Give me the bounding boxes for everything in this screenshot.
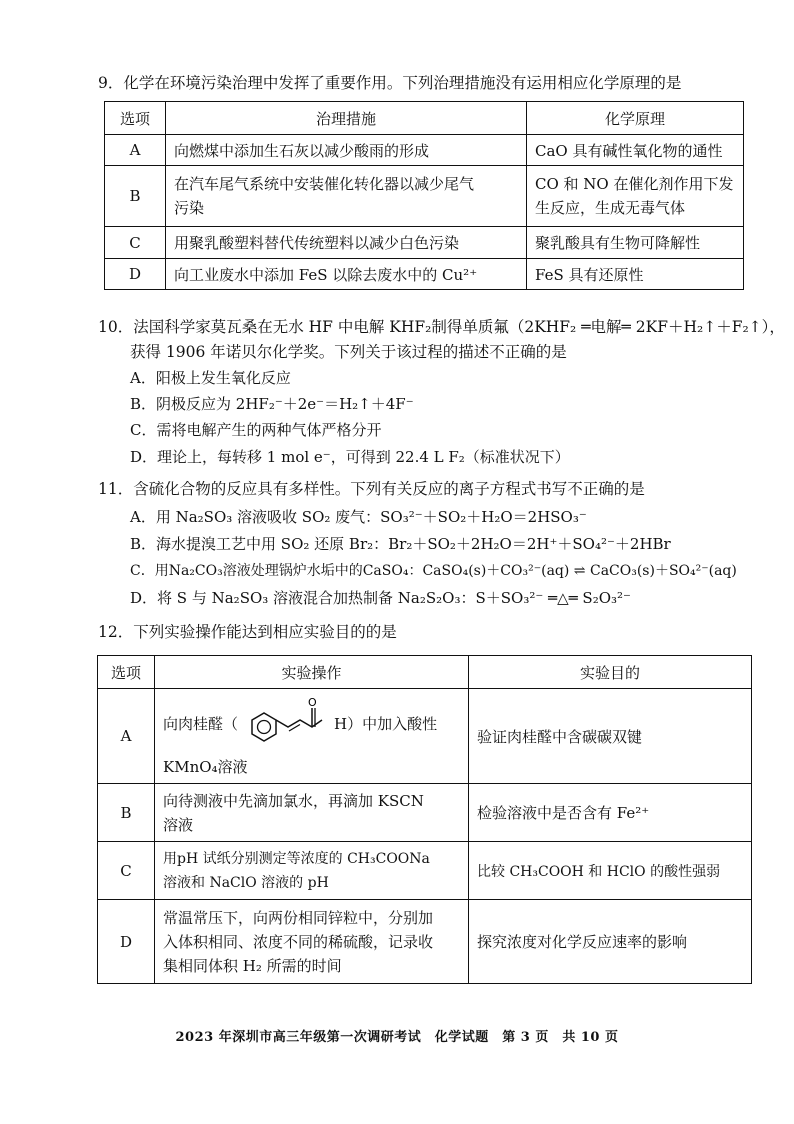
q12-row-c-operation: 用pH 试纸分别测定等浓度的 CH₃COONa 溶液和 NaClO 溶液的 pH [155, 842, 469, 900]
q9-row-d-measure: 向工业废水中添加 FeS 以除去废水中的 Cu²⁺ [166, 259, 527, 290]
q9-row-b-option: B [105, 166, 166, 227]
q12-table [97, 655, 752, 984]
q12-row-a-option: A [98, 689, 155, 784]
q10-title-line2: 获得 1906 年诺贝尔化学奖。下列关于该过程的描述不正确的是 [130, 343, 567, 361]
q12-header-option: 选项 [98, 656, 155, 689]
q9-row-a-principle: CaO 具有碱性氧化物的通性 [527, 135, 744, 166]
q12-header-row [98, 656, 752, 689]
q12-row-d-operation: 常温常压下，向两份相同锌粒中，分别加 入体积相同、浓度不同的稀硫酸，记录收 集相同体积 H₂ 所需的时间 [155, 900, 469, 984]
q12-row-d-option: D [98, 900, 155, 984]
q9-row-c-option: C [105, 227, 166, 259]
q12-header-goal: 实验目的 [469, 656, 752, 689]
q10-option-d: D．理论上，每转移 1 mol e⁻，可得到 22.4 L F₂（标准状况下） [130, 448, 570, 466]
q9-row-c-principle: 聚乳酸具有生物可降解性 [527, 227, 744, 259]
page-footer: 2023 年深圳市高三年级第一次调研考试 化学试题 第 3 页 共 10 页 [175, 1030, 619, 1045]
q11-option-d: D．将 S 与 Na₂SO₃ 溶液混合加热制备 Na₂S₂O₃：S＋SO₃²⁻ ═△═ S₂O₃²⁻ [130, 589, 631, 607]
q9-row-c [105, 227, 744, 259]
q11-option-a: A．用 Na₂SO₃ 溶液吸收 SO₂ 废气：SO₃²⁻＋SO₂＋H₂O＝2HSO₃⁻ [130, 508, 587, 526]
q9-header-principle: 化学原理 [527, 102, 744, 135]
q9-header-option: 选项 [105, 102, 166, 135]
q12-row-b-operation: 向待测液中先滴加氯水，再滴加 KSCN 溶液 [155, 784, 469, 842]
q12-row-d [98, 900, 752, 984]
svg-text:O: O [308, 695, 317, 709]
q12-row-b-goal: 检验溶液中是否含有 Fe²⁺ [469, 784, 752, 842]
q12-row-c-option: C [98, 842, 155, 900]
q9-row-d [105, 259, 744, 290]
q12-row-c-goal: 比较 CH₃COOH 和 HClO 的酸性强弱 [469, 842, 752, 900]
q9-row-a-option: A [105, 135, 166, 166]
q9-row-b-principle: CO 和 NO 在催化剂作用下发 生反应，生成无毒气体 [527, 166, 744, 227]
cinnamaldehyde-structure-icon [238, 696, 334, 752]
q9-row-d-principle: FeS 具有还原性 [527, 259, 744, 290]
q12-row-b-option: B [98, 784, 155, 842]
q9-title: 9．化学在环境污染治理中发挥了重要作用。下列治理措施没有运用相应化学原理的是 [98, 74, 682, 92]
q9-row-a [105, 135, 744, 166]
q11-title: 11．含硫化合物的反应具有多样性。下列有关反应的离子方程式书写不正确的是 [98, 480, 645, 498]
q12-row-d-goal: 探究浓度对化学反应速率的影响 [469, 900, 752, 984]
q12-title: 12．下列实验操作能达到相应实验目的的是 [98, 623, 397, 641]
q12-row-a-operation: 向肉桂醛（ O H）中加入酸性 KMnO₄溶液 [155, 689, 469, 784]
q11-option-b: B．海水提溴工艺中用 SO₂ 还原 Br₂：Br₂＋SO₂＋2H₂O＝2H⁺＋SO₄²⁻＋2HBr [130, 535, 671, 553]
q10-title-line1: 10．法国科学家莫瓦桑在无水 HF 中电解 KHF₂制得单质氟（2KHF₂ ═电解═ 2KF＋H₂↑＋F₂↑）， [98, 318, 785, 336]
q12-row-c [98, 842, 752, 900]
q9-table [104, 101, 744, 290]
q9-header-row [105, 102, 744, 135]
q12-row-b [98, 784, 752, 842]
q10-option-a: A．阳极上发生氧化反应 [130, 369, 291, 387]
q9-row-c-measure: 用聚乳酸塑料替代传统塑料以减少白色污染 [166, 227, 527, 259]
q12-header-operation: 实验操作 [155, 656, 469, 689]
q9-row-b [105, 166, 744, 227]
q9-header-measure: 治理措施 [166, 102, 527, 135]
q9-row-d-option: D [105, 259, 166, 290]
q9-row-b-measure: 在汽车尾气系统中安装催化转化器以减少尾气 污染 [166, 166, 527, 227]
q10-option-c: C．需将电解产生的两种气体严格分开 [130, 421, 382, 439]
q12-row-a-goal: 验证肉桂醛中含碳碳双键 [469, 689, 752, 784]
q12-row-a [98, 689, 752, 784]
q10-option-b: B．阴极反应为 2HF₂⁻＋2e⁻＝H₂↑＋4F⁻ [130, 395, 414, 413]
q11-option-c: C．用Na₂CO₃溶液处理锅炉水垢中的CaSO₄：CaSO₄(s)＋CO₃²⁻(aq) ⇌ CaCO₃(s)＋SO₄²⁻(aq) [130, 563, 737, 579]
q9-row-a-measure: 向燃煤中添加生石灰以减少酸雨的形成 [166, 135, 527, 166]
